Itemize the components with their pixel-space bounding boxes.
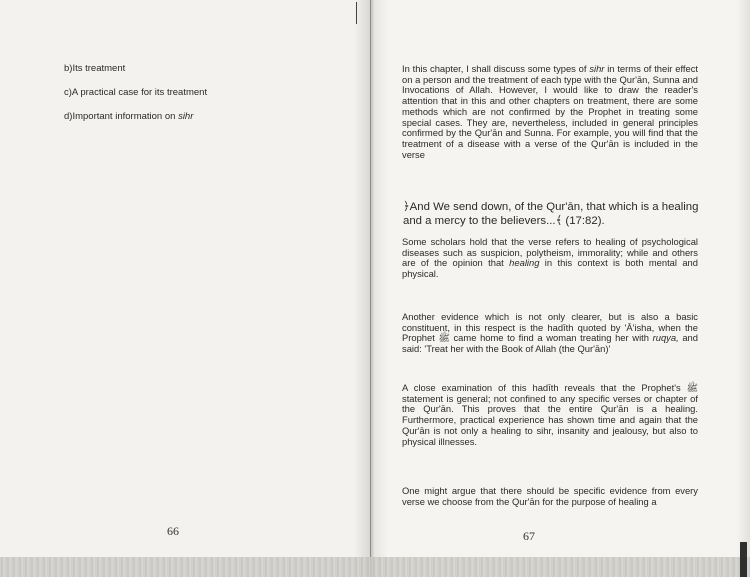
paragraph-examination: A close examination of this hadīth reveals that the Prophet's ﷺ statement is general; not confined to any specific verses or chapter of the Qur'ān. This proves that the entire Qur'ān is a healing. Furthermore, practical experience has shown time and again that the Qur'ān is not only a healing to sihr, insanity and jealousy, but also to physical illnesses.	[402, 382, 698, 447]
paragraph-hadith	[402, 312, 698, 355]
list-item	[64, 87, 207, 98]
list-item-text: c)A practical case for its treatment	[64, 87, 208, 98]
paragraph-emphasis: sihr	[589, 63, 605, 74]
paragraph-scholars	[402, 237, 698, 280]
paragraph-intro	[402, 64, 698, 160]
paragraph-text: in terms of their effect on a person and the treatment of each type with the Qur'ān, Sunna and Invocations of Allah. However, I would like to draw the reader's attention that in this and other chapters on treatment, there are some methods which are not confirmed by the Prophet in treating some special cases. They are, nevertheless, included in general principles confirmed by the Qur'ān and Sunna. For example, you will find that the treatment of a disease with a verse of the Qur'ān is included in the verse	[402, 63, 698, 160]
left-page-list	[64, 63, 207, 135]
quran-quote: ﴿And We send down, of the Qur'ān, that which is a healing and a mercy to the believers...﴾ (17:82).	[403, 201, 699, 227]
scan-edge-mark	[740, 542, 747, 577]
paragraph-emphasis: ruqya,	[652, 332, 679, 344]
book-spine-line	[370, 0, 371, 577]
paragraph-text: in this context is both mental and physical.	[402, 257, 698, 280]
paragraph-text: Another evidence which is not only clearer, but is also a basic constituent, in this respect is the hadīth quoted by 'Ā'isha, when the Prophet ﷺ came home to find a woman treating her with	[402, 311, 698, 344]
list-item-text: d)Important information on	[64, 111, 179, 122]
paragraph-emphasis: healing	[509, 257, 540, 269]
book-gutter-shadow	[354, 0, 388, 577]
list-item	[64, 111, 207, 122]
list-item-emphasis: sihr	[178, 111, 194, 122]
list-item-text: b)Its treatment	[64, 63, 126, 74]
paragraph-argument: One might argue that there should be specific evidence from every verse we choose from the Qur'ān for the purpose of healing a	[402, 485, 698, 507]
list-item	[64, 63, 207, 74]
paragraph-text: Some scholars hold that the verse refers to healing of psychological diseases such as suspicion, polytheism, immorality; while and others are of the opinion that	[402, 236, 698, 269]
scan-bottom-edge	[0, 557, 750, 577]
page-edge-shadow	[736, 0, 750, 577]
page-number-right: 67	[523, 529, 535, 543]
paragraph-text: and said: 'Treat her with the Book of Allah (the Qur'ān)'	[402, 332, 698, 355]
paragraph-text: In this chapter, I shall discuss some types of	[402, 63, 590, 74]
spine-top-mark	[356, 2, 357, 24]
page-number-left: 66	[167, 524, 179, 538]
